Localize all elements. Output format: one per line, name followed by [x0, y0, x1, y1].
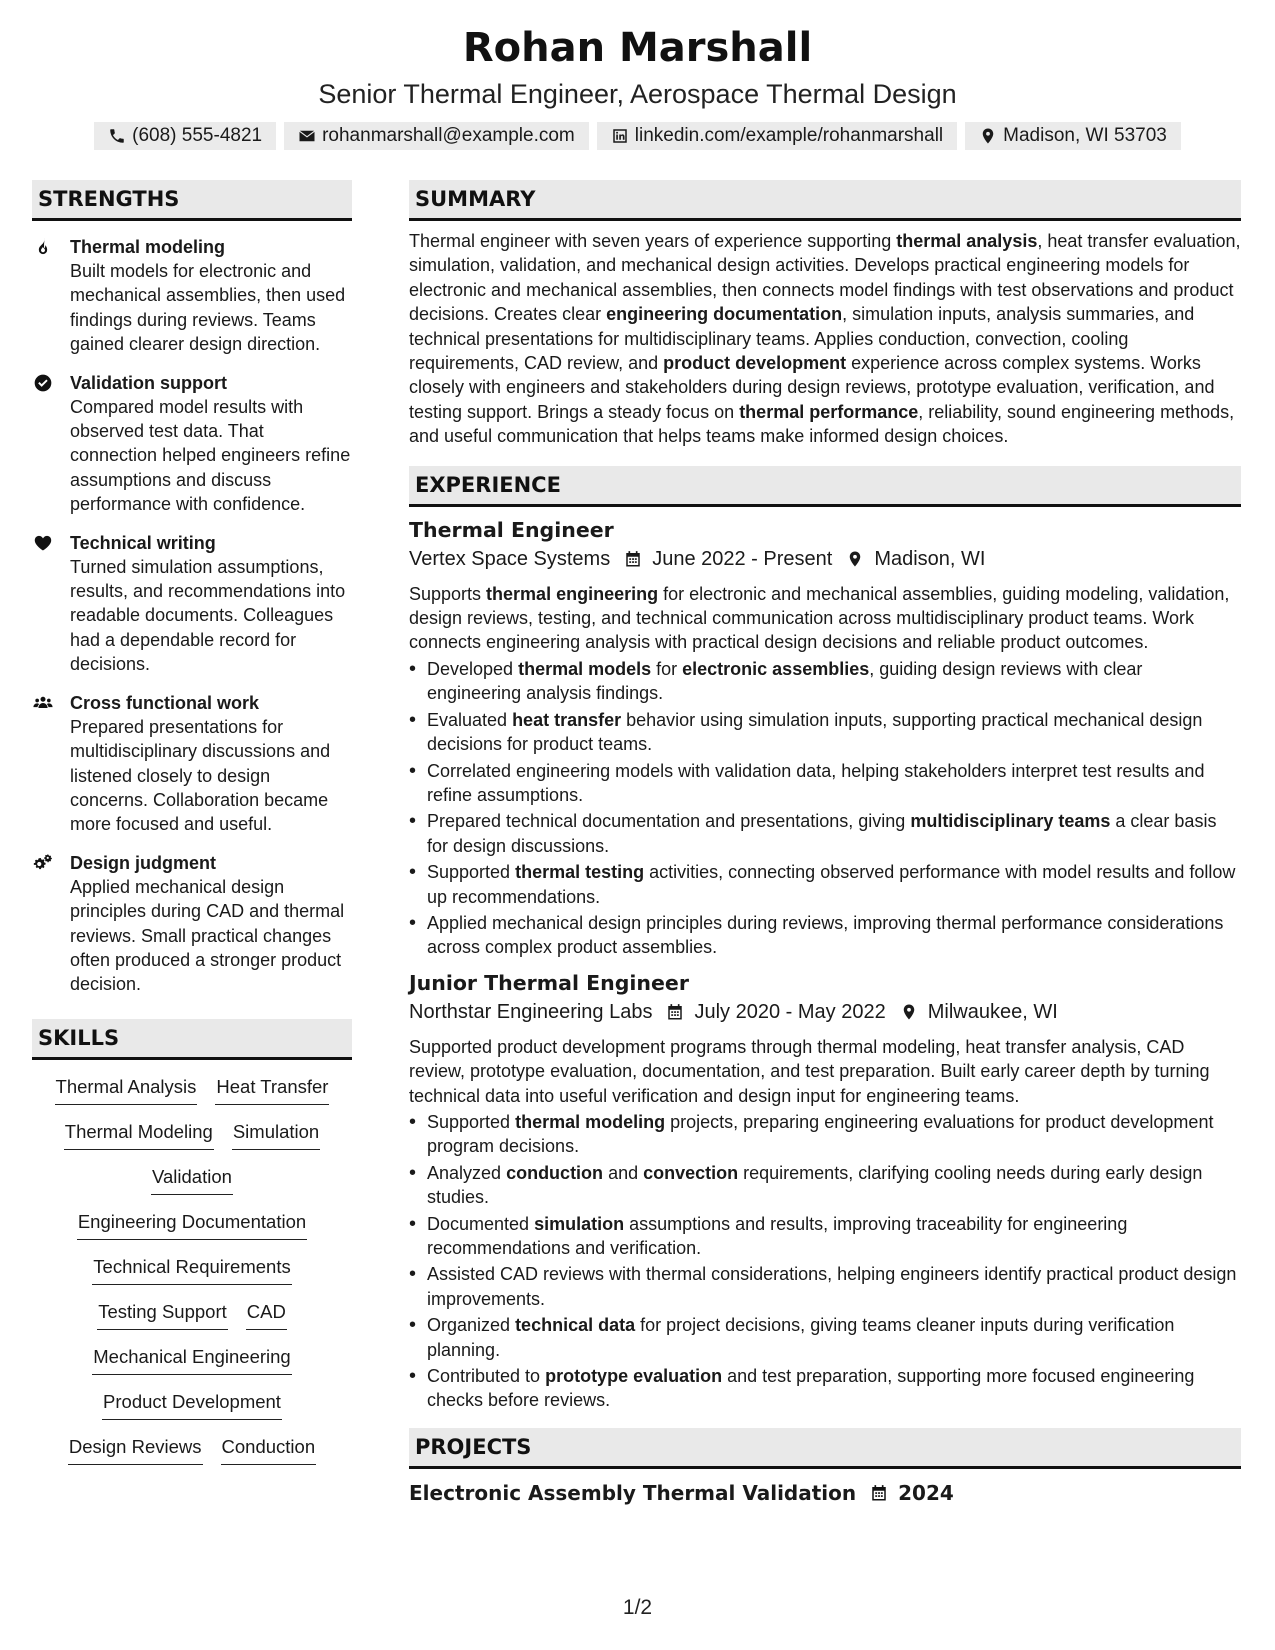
envelope-icon — [298, 127, 316, 145]
skill-tag: CAD — [246, 1299, 287, 1330]
contact-phone[interactable] — [94, 122, 276, 150]
location-text: Madison, WI 53703 — [1003, 125, 1167, 146]
bold-keyword: prototype evaluation — [545, 1366, 723, 1387]
job-description: Supported product development programs through thermal modeling, heat transfer analysis, CAD review, prototype evaluation, documentation, and test preparation. Built early career depth by turning technical data into useful verification and design input for engineering teams. — [409, 1036, 1210, 1106]
strength-text: Compared model results with observed test data. That connection helped engineers refine assumptions and discuss performance with confidence. — [70, 396, 351, 515]
map-pin-icon — [886, 1003, 928, 1021]
bold-keyword: engineering documentation — [606, 304, 843, 325]
strength-text: Built models for electronic and mechanical assemblies, then used findings during reviews. Teams gained clearer design direction. — [70, 261, 346, 355]
bold-keyword: thermal modeling — [515, 1111, 666, 1132]
strength-title: Design judgment — [70, 852, 217, 873]
skills-heading: SKILLS — [32, 1019, 352, 1060]
company-name: Northstar Engineering Labs — [409, 1000, 653, 1023]
skills-list — [32, 1074, 352, 1479]
job-location: Madison, WI — [874, 547, 986, 570]
bold-keyword: thermal performance — [739, 401, 919, 422]
bold-keyword: simulation — [534, 1213, 625, 1234]
phone-number: (608) 555-4821 — [132, 125, 263, 146]
phone-icon — [108, 127, 126, 145]
job-dates: July 2020 - May 2022 — [694, 1000, 886, 1023]
resume-header — [0, 18, 1275, 150]
skill-tag: Testing Support — [97, 1299, 228, 1330]
strength-item — [32, 691, 352, 837]
linkedin-url: linkedin.com/example/rohanmarshall — [634, 125, 944, 146]
bullet-item: • Evaluated heat transfer behavior using simulation inputs, supporting practical mechanical design decisions for product teams. — [409, 708, 1241, 757]
job-title: Junior Thermal Engineer — [409, 970, 689, 995]
skill-row — [64, 1119, 320, 1164]
strength-item — [32, 531, 352, 677]
calendar-icon — [856, 1484, 898, 1502]
bold-keyword: multidisciplinary teams — [910, 811, 1111, 832]
skill-row — [55, 1074, 330, 1119]
contact-bar — [0, 122, 1275, 150]
contact-linkedin[interactable] — [597, 122, 957, 150]
bold-keyword: technical data — [515, 1315, 636, 1336]
strength-item — [32, 371, 352, 517]
skill-row — [151, 1164, 233, 1209]
skill-row — [77, 1209, 307, 1254]
job-title: Thermal Engineer — [409, 517, 614, 542]
strength-title: Technical writing — [70, 532, 216, 553]
job-meta — [409, 544, 1241, 574]
calendar-icon — [610, 550, 652, 568]
bullet-item: • Supported thermal modeling projects, preparing engineering evaluations for product development program decisions. — [409, 1110, 1241, 1159]
map-pin-icon — [979, 127, 997, 145]
skill-row — [92, 1344, 291, 1389]
skill-tag: Simulation — [232, 1119, 320, 1150]
bold-keyword: heat transfer — [512, 709, 622, 730]
skill-tag: Product Development — [102, 1389, 282, 1420]
strength-item — [32, 235, 352, 357]
bold-keyword: product development — [663, 353, 847, 374]
bullet-item: • Correlated engineering models with validation data, helping stakeholders interpret test results and refine assumptions. — [409, 759, 1241, 808]
check-circle-icon — [32, 371, 54, 517]
contact-email[interactable] — [284, 122, 589, 150]
skill-row — [92, 1254, 291, 1299]
email-address: rohanmarshall@example.com — [322, 125, 575, 146]
summary-text: Thermal engineer with seven years of experience supporting thermal analysis, heat transfer evaluation, simulation, validation, and mechanical design activities. Develops practical engineering models for electronic and mechanical assemblies, then connects model findings with test observations and product decisions. Creates clear engineering documentation, simulation inputs, analysis summaries, and technical presentations for multidisciplinary teams. Applies conduction, convection, cooling requirements, CAD review, and product development experience across complex systems. Works closely with engineers and stakeholders during design reviews, prototype evaluation, verification, and testing support. Brings a steady focus on thermal performance, reliability, sound engineering methods, and useful communication that helps teams make informed design choices. — [409, 231, 1241, 447]
bullet-item: • Analyzed conduction and convection requirements, clarifying cooling needs during early design studies. — [409, 1161, 1241, 1210]
heart-icon — [32, 531, 54, 677]
bullet-item: • Developed thermal models for electronic assemblies, guiding design reviews with clear engineering analysis findings. — [409, 657, 1241, 706]
bold-keyword: conduction — [506, 1162, 604, 1183]
projects-heading: PROJECTS — [409, 1428, 1241, 1469]
candidate-title: Senior Thermal Engineer, Aerospace Thermal Design — [318, 79, 957, 109]
skill-tag: Engineering Documentation — [77, 1209, 307, 1240]
project-year: 2024 — [898, 1480, 954, 1505]
skill-tag: Thermal Modeling — [64, 1119, 214, 1150]
bold-keyword: thermal engineering — [486, 583, 659, 604]
strength-title: Cross functional work — [70, 692, 260, 713]
bold-keyword: thermal testing — [515, 862, 645, 883]
skill-row — [102, 1389, 282, 1434]
skill-tag: Validation — [151, 1164, 233, 1195]
strength-text: Prepared presentations for multidisciplinary discussions and listened closely to design concerns. Collaboration became more focused and useful. — [70, 716, 331, 835]
bullet-item: • Organized technical data for project decisions, giving teams cleaner inputs during verification planning. — [409, 1313, 1241, 1362]
strength-title: Thermal modeling — [70, 237, 226, 257]
gears-icon — [32, 851, 54, 997]
skill-row — [97, 1299, 287, 1344]
job-bullets — [409, 657, 1241, 960]
page-number: 1/2 — [622, 1596, 653, 1619]
bold-keyword: thermal models — [518, 658, 652, 679]
company-name: Vertex Space Systems — [409, 547, 611, 570]
summary-heading: SUMMARY — [409, 180, 1241, 221]
skill-tag: Heat Transfer — [215, 1074, 329, 1105]
project-item — [409, 1478, 1241, 1508]
bullet-item: • Applied mechanical design principles during reviews, improving thermal performance considerations across complex product assemblies. — [409, 911, 1241, 960]
map-pin-icon — [832, 550, 874, 568]
strength-text: Applied mechanical design principles during CAD and thermal reviews. Small practical changes often produced a stronger product decision. — [70, 876, 345, 995]
skill-tag: Design Reviews — [68, 1434, 203, 1465]
skill-tag: Conduction — [221, 1434, 317, 1465]
job-entry — [409, 516, 1241, 960]
bold-keyword: thermal analysis — [896, 231, 1038, 251]
job-meta — [409, 997, 1241, 1027]
strength-title: Validation support — [70, 372, 228, 393]
right-column — [409, 180, 1241, 1508]
strengths-heading: STRENGTHS — [32, 180, 352, 221]
skill-tag: Mechanical Engineering — [92, 1344, 291, 1375]
job-entry — [409, 969, 1241, 1413]
skill-row — [68, 1434, 316, 1479]
skill-tag: Technical Requirements — [92, 1254, 291, 1285]
bullet-item: • Assisted CAD reviews with thermal considerations, helping engineers identify practical product design improvements. — [409, 1262, 1241, 1311]
candidate-name: Rohan Marshall — [462, 25, 813, 71]
linkedin-icon — [611, 127, 629, 145]
experience-heading: EXPERIENCE — [409, 466, 1241, 507]
job-location: Milwaukee, WI — [927, 1000, 1058, 1023]
bullet-item: • Supported thermal testing activities, connecting observed performance with model results and follow up recommendations. — [409, 860, 1241, 909]
job-description: Supports thermal engineering for electronic and mechanical assemblies, guiding modeling, validation, design reviews, testing, and technical communication across multidisciplinary product teams. Work connects engineering analysis with practical design decisions and reliable product outcomes. — [409, 583, 1230, 653]
calendar-icon — [652, 1003, 694, 1021]
job-bullets — [409, 1110, 1241, 1413]
bullet-item: • Contributed to prototype evaluation and test preparation, supporting more focused engineering checks before reviews. — [409, 1364, 1241, 1413]
job-dates: June 2022 - Present — [652, 547, 833, 570]
project-title: Electronic Assembly Thermal Validation — [409, 1480, 857, 1505]
users-icon — [32, 691, 54, 837]
bold-keyword: electronic assemblies — [682, 658, 870, 679]
strength-text: Turned simulation assumptions, results, and recommendations into readable documents. Colleagues had a dependable record for decisions. — [70, 556, 346, 675]
contact-location — [965, 122, 1181, 150]
skill-tag: Thermal Analysis — [55, 1074, 198, 1105]
flame-icon — [32, 235, 54, 357]
left-column — [32, 180, 352, 1479]
strength-item — [32, 851, 352, 997]
bold-keyword: convection — [643, 1162, 739, 1183]
bullet-item: • Documented simulation assumptions and results, improving traceability for engineering recommendations and verification. — [409, 1212, 1241, 1261]
bullet-item: • Prepared technical documentation and presentations, giving multidisciplinary teams a clear basis for design discussions. — [409, 809, 1241, 858]
